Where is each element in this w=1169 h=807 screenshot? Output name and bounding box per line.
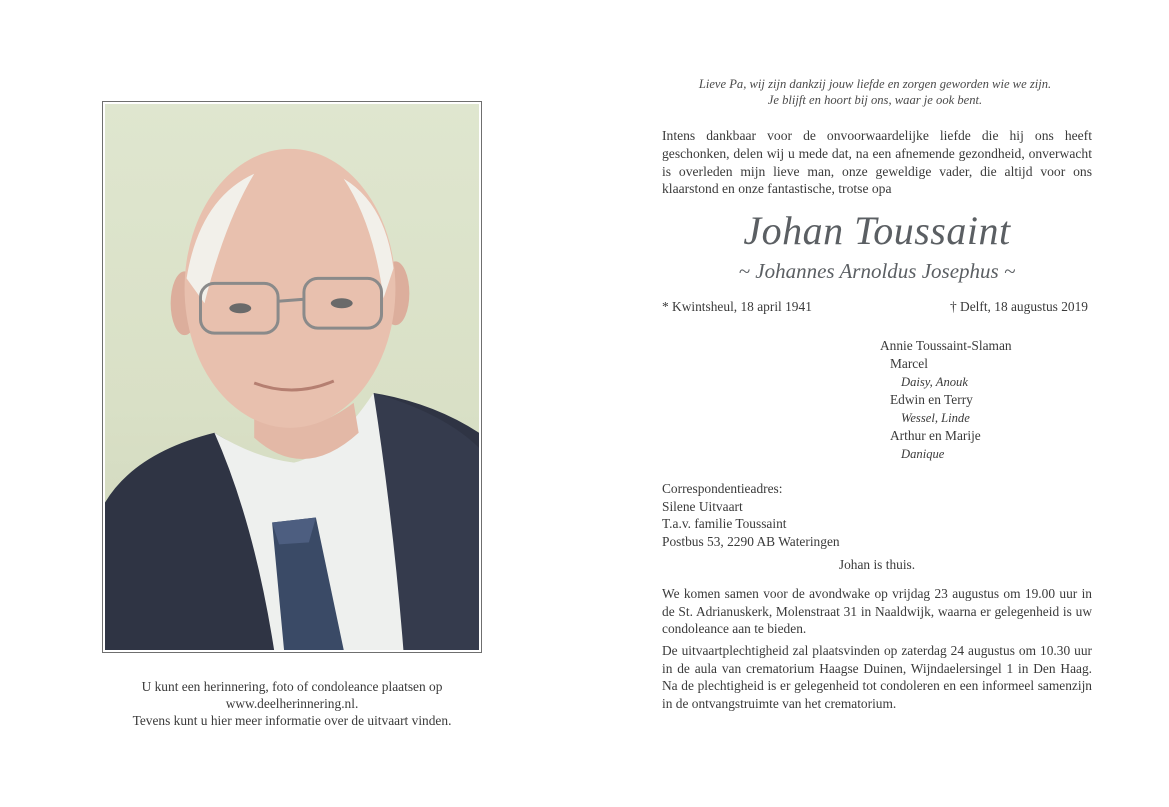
caption-line: Tevens kunt u hier meer informatie over de uitvaart vinden. (132, 713, 452, 728)
motto-line: Je blijft en hoort bij ons, waar je ook bent. (767, 93, 983, 107)
birth-date: * Kwintsheul, 18 april 1941 (662, 299, 812, 314)
caption-link[interactable]: www.deelherinnering.nl. (225, 696, 359, 711)
at-home-notice: Johan is thuis. (838, 557, 916, 572)
family-member: Daisy, Anouk (901, 375, 968, 389)
deceased-full-name: ~ Johannes Arnoldus Josephus ~ (738, 259, 1016, 283)
motto-line: Lieve Pa, wij zijn dankzij jouw liefde en zorgen geworden wie we zijn. (698, 77, 1052, 91)
funeral-paragraph: De uitvaartplechtigheid zal plaatsvinden op zaterdag 24 augustus om 10.30 uur in de aula van crematorium Haagse Duinen, Wijndaelersingel 1 in Den Haag. Na de plechtigheid is er gelegenheid tot condoleren en een informeel samenzijn in de ontvangstruimte van het crematorium. (662, 643, 1092, 711)
family-member: Edwin en Terry (890, 392, 973, 407)
motto (660, 76, 1090, 108)
family-member: Arthur en Marije (890, 428, 981, 443)
family-list (880, 337, 1100, 463)
address-line: Silene Uitvaart (662, 498, 743, 514)
family-member: Marcel (890, 356, 928, 371)
intro-paragraph: Intens dankbaar voor de onvoorwaardelijke liefde die hij ons heeft geschonken, delen wij u mede dat, na een afnemende gezondheid, onverwacht is overleden mijn lieve man, onze geweldige vader, die altijd voor ons klaarstond en onze fantastische, trotse opa (662, 128, 1092, 197)
life-dates (662, 299, 1092, 317)
address-line: Postbus 53, 2290 AB Wateringen (662, 533, 840, 549)
portrait-photo (105, 104, 479, 650)
caption-line: U kunt een herinnering, foto of condoleance plaatsen op (141, 679, 443, 694)
wake-paragraph: We komen samen voor de avondwake op vrijdag 23 augustus om 19.00 uur in de St. Adrianuskerk, Molenstraat 31 in Naaldwijk, waarna er gelegenheid is uw condoleance aan te bieden. (662, 586, 1092, 637)
family-member: Annie Toussaint-Slaman (880, 338, 1012, 353)
address-line: T.a.v. familie Toussaint (662, 516, 787, 532)
portrait-illustration (105, 104, 479, 650)
address-line: Correspondentieadres: (662, 481, 783, 496)
family-member: Wessel, Linde (901, 411, 970, 425)
memorial-website-caption (92, 678, 492, 729)
family-member: Danique (901, 447, 945, 461)
deceased-name: Johan Toussaint (743, 208, 1011, 253)
death-date: † Delft, 18 augustus 2019 (950, 299, 1088, 314)
correspondence-address (662, 480, 962, 550)
portrait-frame (102, 101, 482, 653)
